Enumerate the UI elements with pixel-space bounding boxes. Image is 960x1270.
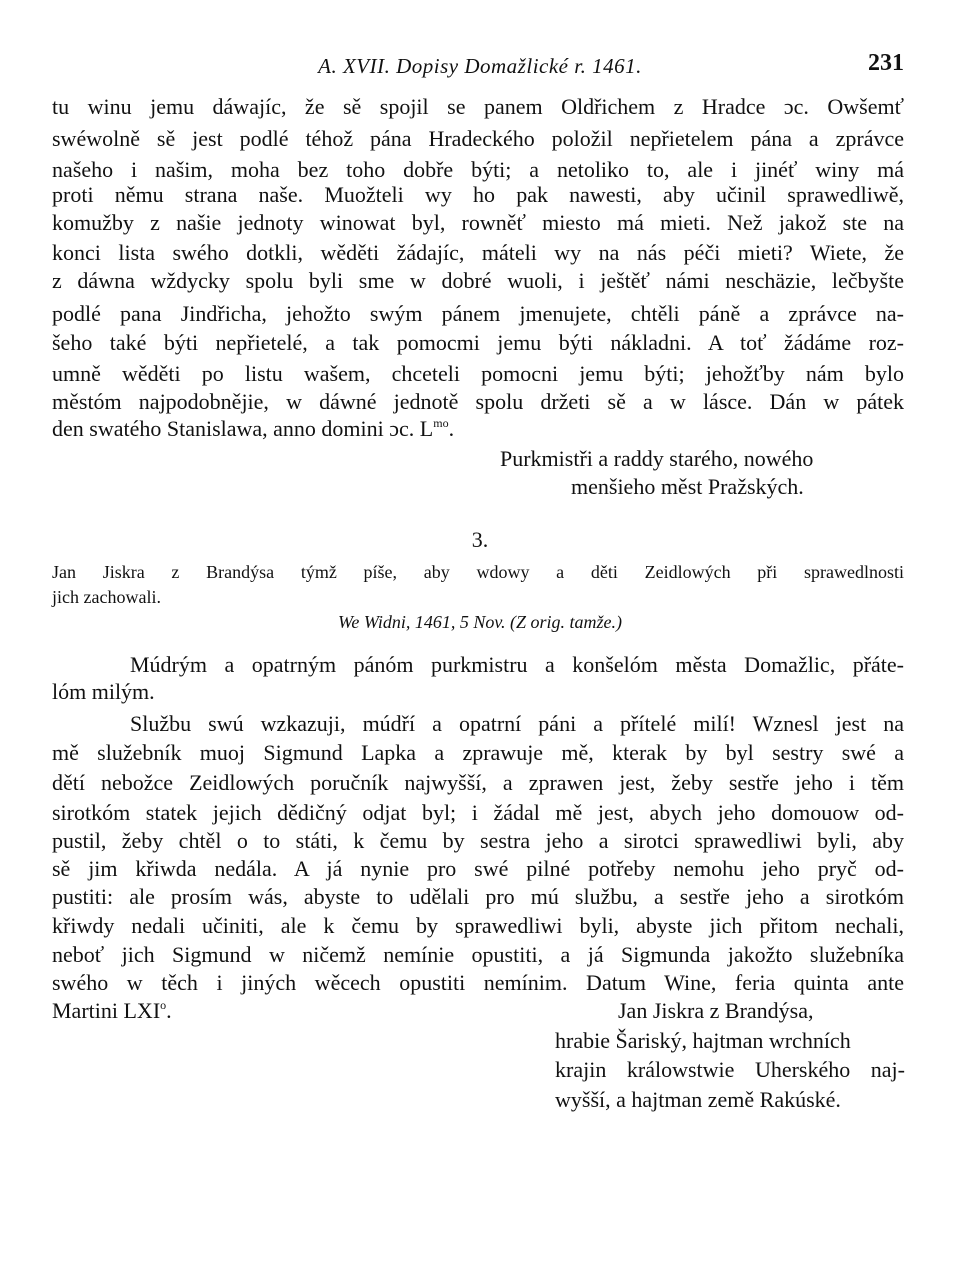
line-text: Martini LXI: [52, 998, 161, 1023]
text-line: sě jim křiwda nedála. A já nynie pro swé pilné potřeby nemohu jeho pryč od-: [52, 856, 904, 881]
text-line: podlé pana Jindřicha, jehožto swým pánem jmenujete, chtěli páně a zprávce na-: [52, 301, 904, 326]
text-line: dětí nebožce Zeidlowých poručník najwyšší, a zprawen jest, žeby sestře jeho i těm: [52, 770, 904, 795]
text-line: z dáwna wždycky spolu byli sme w dobré wuoli, i ještěť námi neschäzie, lečbyšte: [52, 268, 904, 293]
text-line: neboť jich Sigmund w ničemž nemínie opustiti, a já Sigmunda jakožto služebníka: [52, 942, 904, 967]
line-text: den swatého Stanislawa, anno domini ɔc. L: [52, 416, 434, 441]
text-line-last: [52, 998, 172, 1024]
text-line: pustil, žeby chtěl o to státi, k čemu by sestra jeho a sirotci sprawedliwi byli, aby: [52, 828, 904, 853]
text-line: mě služebník muoj Sigmund Lapka a zprawuje mě, kterak by byl sestry swé a: [52, 740, 904, 765]
section-summary-line: jich zachowali.: [52, 587, 161, 607]
text-line: Službu swú wzkazuji, múdří a opatrní páni a přítelé milí! Wznesl jest na: [130, 711, 904, 736]
address-line: lóm milým.: [52, 679, 155, 704]
line-end: .: [166, 998, 172, 1023]
address-line: Múdrým a opatrným pánóm purkmistru a konšelóm města Domažlic, přáte-: [130, 652, 904, 677]
signature-line: menšieho měst Pražských.: [571, 474, 804, 499]
text-line: pustiti: ale prosím wás, abyste to udělali pro mú službu, a sestře jeho a sirotkóm: [52, 884, 904, 909]
text-line: městóm najpodobnějie, w dáwné jednotě spolu držeti sě a w lásce. Dán w pátek: [52, 389, 904, 414]
text-line: swého w těch i jiných wěcech opustiti nemínim. Datum Wine, feria quinta ante: [52, 970, 904, 995]
section-summary-line: Jan Jiskra z Brandýsa týmž píše, aby wdowy a děti Zeidlowých při sprawedlnosti: [52, 562, 904, 582]
text-line-last: [52, 416, 454, 442]
text-line: našeho i našim, moha bez toho dobře býti; a netoliko to, ale i jinéť winy má: [52, 157, 904, 182]
text-line: šeho také býti nepřietelé, a tak pomocmi jemu býti nákladni. A toť žádáme roz-: [52, 330, 904, 355]
signature-line: Purkmistři a raddy starého, nowého: [500, 446, 814, 471]
signature-line: wyšší, a hajtman země Rakúské.: [555, 1087, 841, 1112]
text-line: tu winu jemu dáwajíc, že sě spojil se panem Oldřichem z Hradce ɔc. Owšemť: [52, 94, 904, 119]
dateline: We Widni, 1461, 5 Nov. (Z orig. tamže.): [338, 612, 622, 632]
page-number: 231: [868, 50, 904, 76]
section-number: 3.: [471, 527, 489, 552]
text-line: sirotkóm statek jejich dědičný odjat byl; i žádal mě jest, abych jeho domouow od-: [52, 800, 904, 825]
text-line: komužby z našie jednoty winowat byl, rowněť miesto má mieti. Než jakož ste na: [52, 210, 904, 235]
text-line: konci lista swého dotkli, wěděti žádajíc, máteli wy na nás péči mieti? Wiete, že: [52, 240, 904, 265]
signature-line: krajin králowstwie Uherského naj-: [555, 1057, 905, 1082]
signature-line: hrabie Šariský, hajtman wrchních: [555, 1028, 851, 1053]
text-line: proti němu strana naše. Muožteli wy ho pak nawesti, aby učinil sprawedliwě,: [52, 182, 904, 207]
line-end: .: [448, 416, 455, 441]
text-line: křiwdy nedali učiniti, ale k čemu by sprawedliwi byli, abyste jich přitom nechali,: [52, 913, 904, 938]
text-line: swéwolně sě jest podlé téhož pána Hradeckého položil nepřietelem pána a zprávce: [52, 126, 904, 151]
superscript: o: [160, 998, 167, 1012]
text-line: umně wěděti po listu wašem, chceteli pomocni jemu býti; jehožťby nám bylo: [52, 361, 904, 386]
superscript: mo: [433, 416, 449, 430]
signature-line: Jan Jiskra z Brandýsa,: [618, 998, 814, 1023]
page-header: [0, 50, 960, 84]
running-title: A. XVII. Dopisy Domažlické r. 1461.: [318, 54, 642, 78]
